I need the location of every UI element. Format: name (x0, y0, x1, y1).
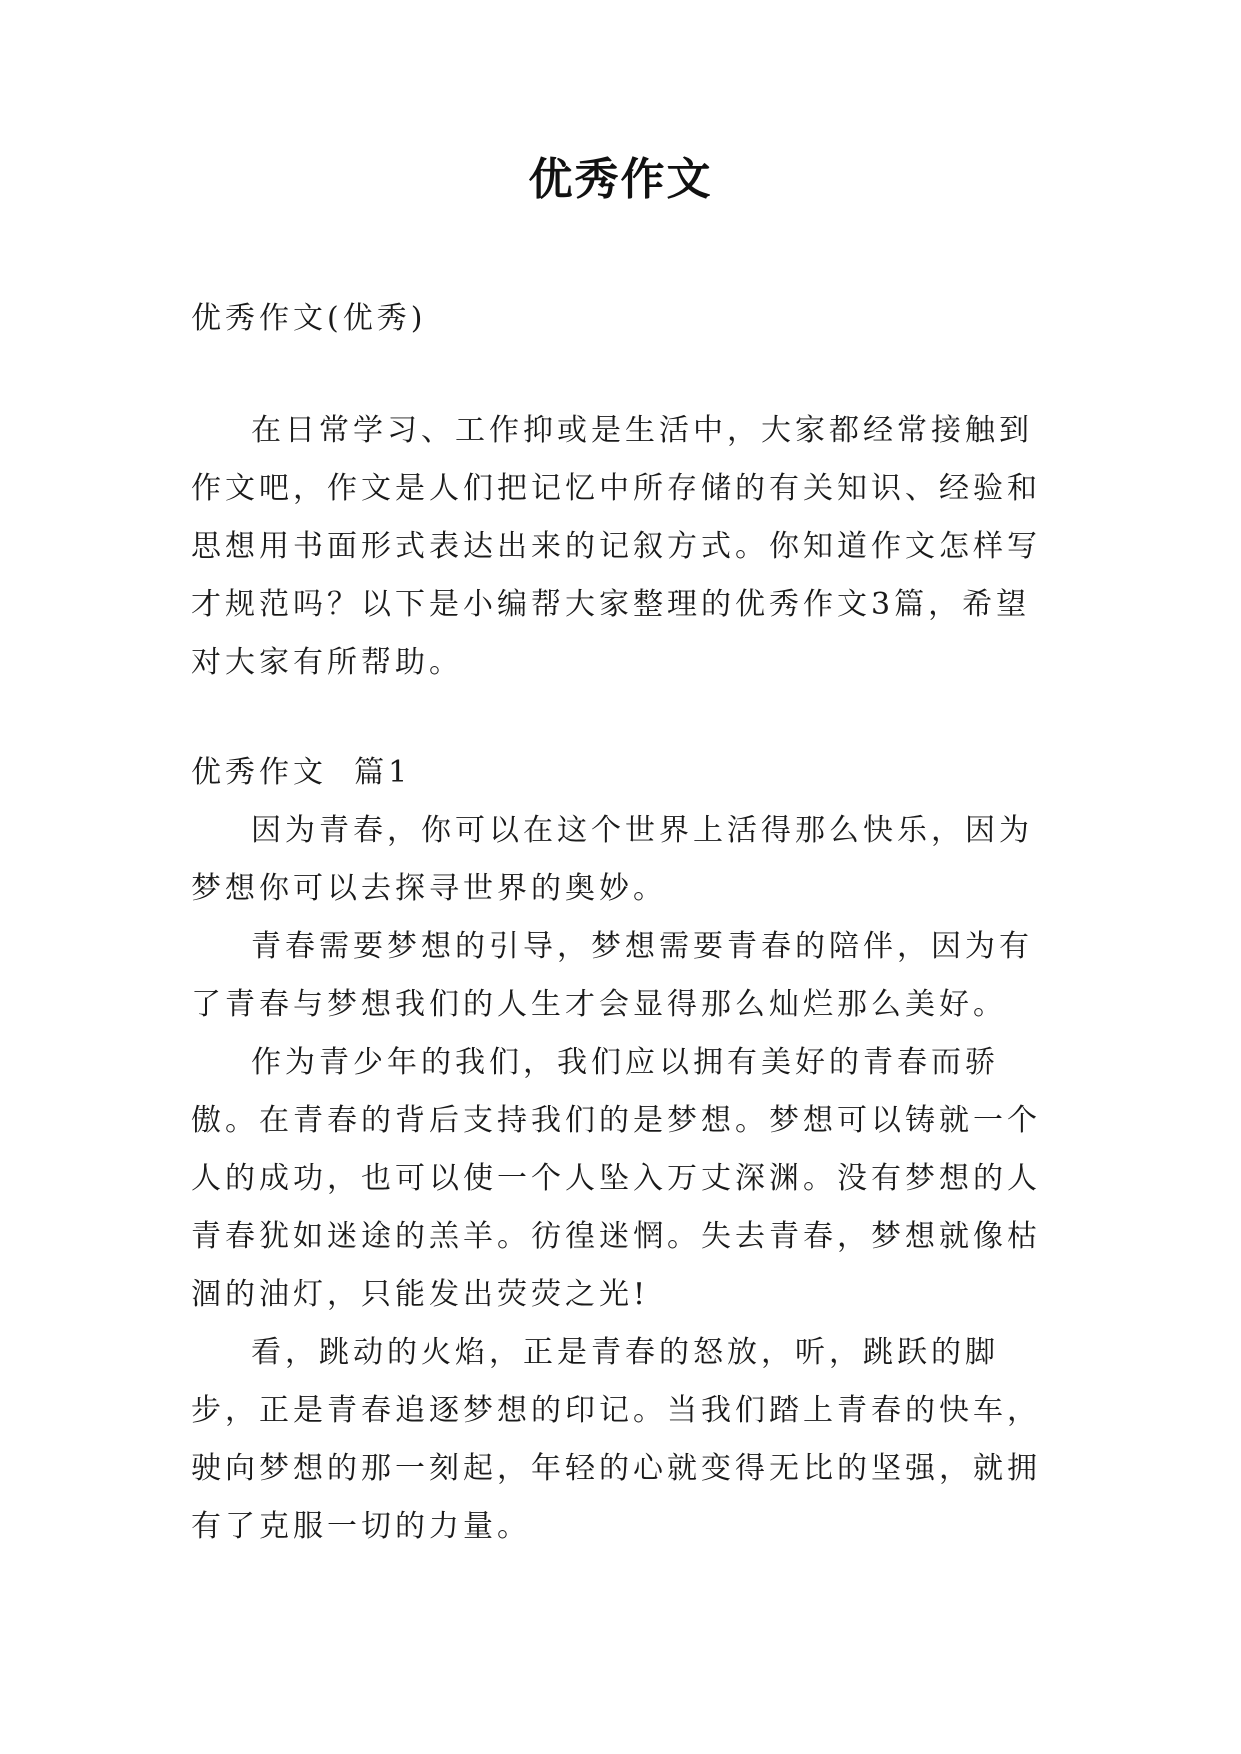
intro-paragraph: 在日常学习、工作抑或是生活中，大家都经常接触到作文吧，作文是人们把记忆中所存储的有关知识、经验和思想用书面形式表达出来的记叙方式。你知道作文怎样写才规范吗？以下是小编帮大家整理的优秀作文3篇，希望对大家有所帮助。 (191, 413, 1041, 680)
document-title: 优秀作文 (528, 154, 713, 205)
body-paragraph-4: 看，跳动的火焰，正是青春的怒放，听，跳跃的脚步，正是青春追逐梦想的印记。当我们踏上青春的快车，驶向梦想的那一刻起，年轻的心就变得无比的坚强，就拥有了克服一切的力量。 (191, 1335, 1041, 1544)
body-paragraph-2: 青春需要梦想的引导，梦想需要青春的陪伴，因为有了青春与梦想我们的人生才会显得那么灿烂那么美好。 (191, 929, 1033, 1022)
document-subtitle: 优秀作文(优秀) (191, 301, 427, 336)
document-body (191, 290, 1051, 1556)
body-paragraph-1: 因为青春，你可以在这个世界上活得那么快乐，因为梦想你可以去探寻世界的奥妙。 (191, 813, 1033, 906)
section-heading: 优秀作文 篇1 (191, 755, 412, 790)
body-paragraph-3: 作为青少年的我们，我们应以拥有美好的青春而骄傲。在青春的背后支持我们的是梦想。梦想可以铸就一个人的成功，也可以使一个人坠入万丈深渊。没有梦想的人青春犹如迷途的羔羊。彷徨迷惘。失去青春，梦想就像枯涸的油灯，只能发出荧荧之光! (191, 1045, 1041, 1312)
